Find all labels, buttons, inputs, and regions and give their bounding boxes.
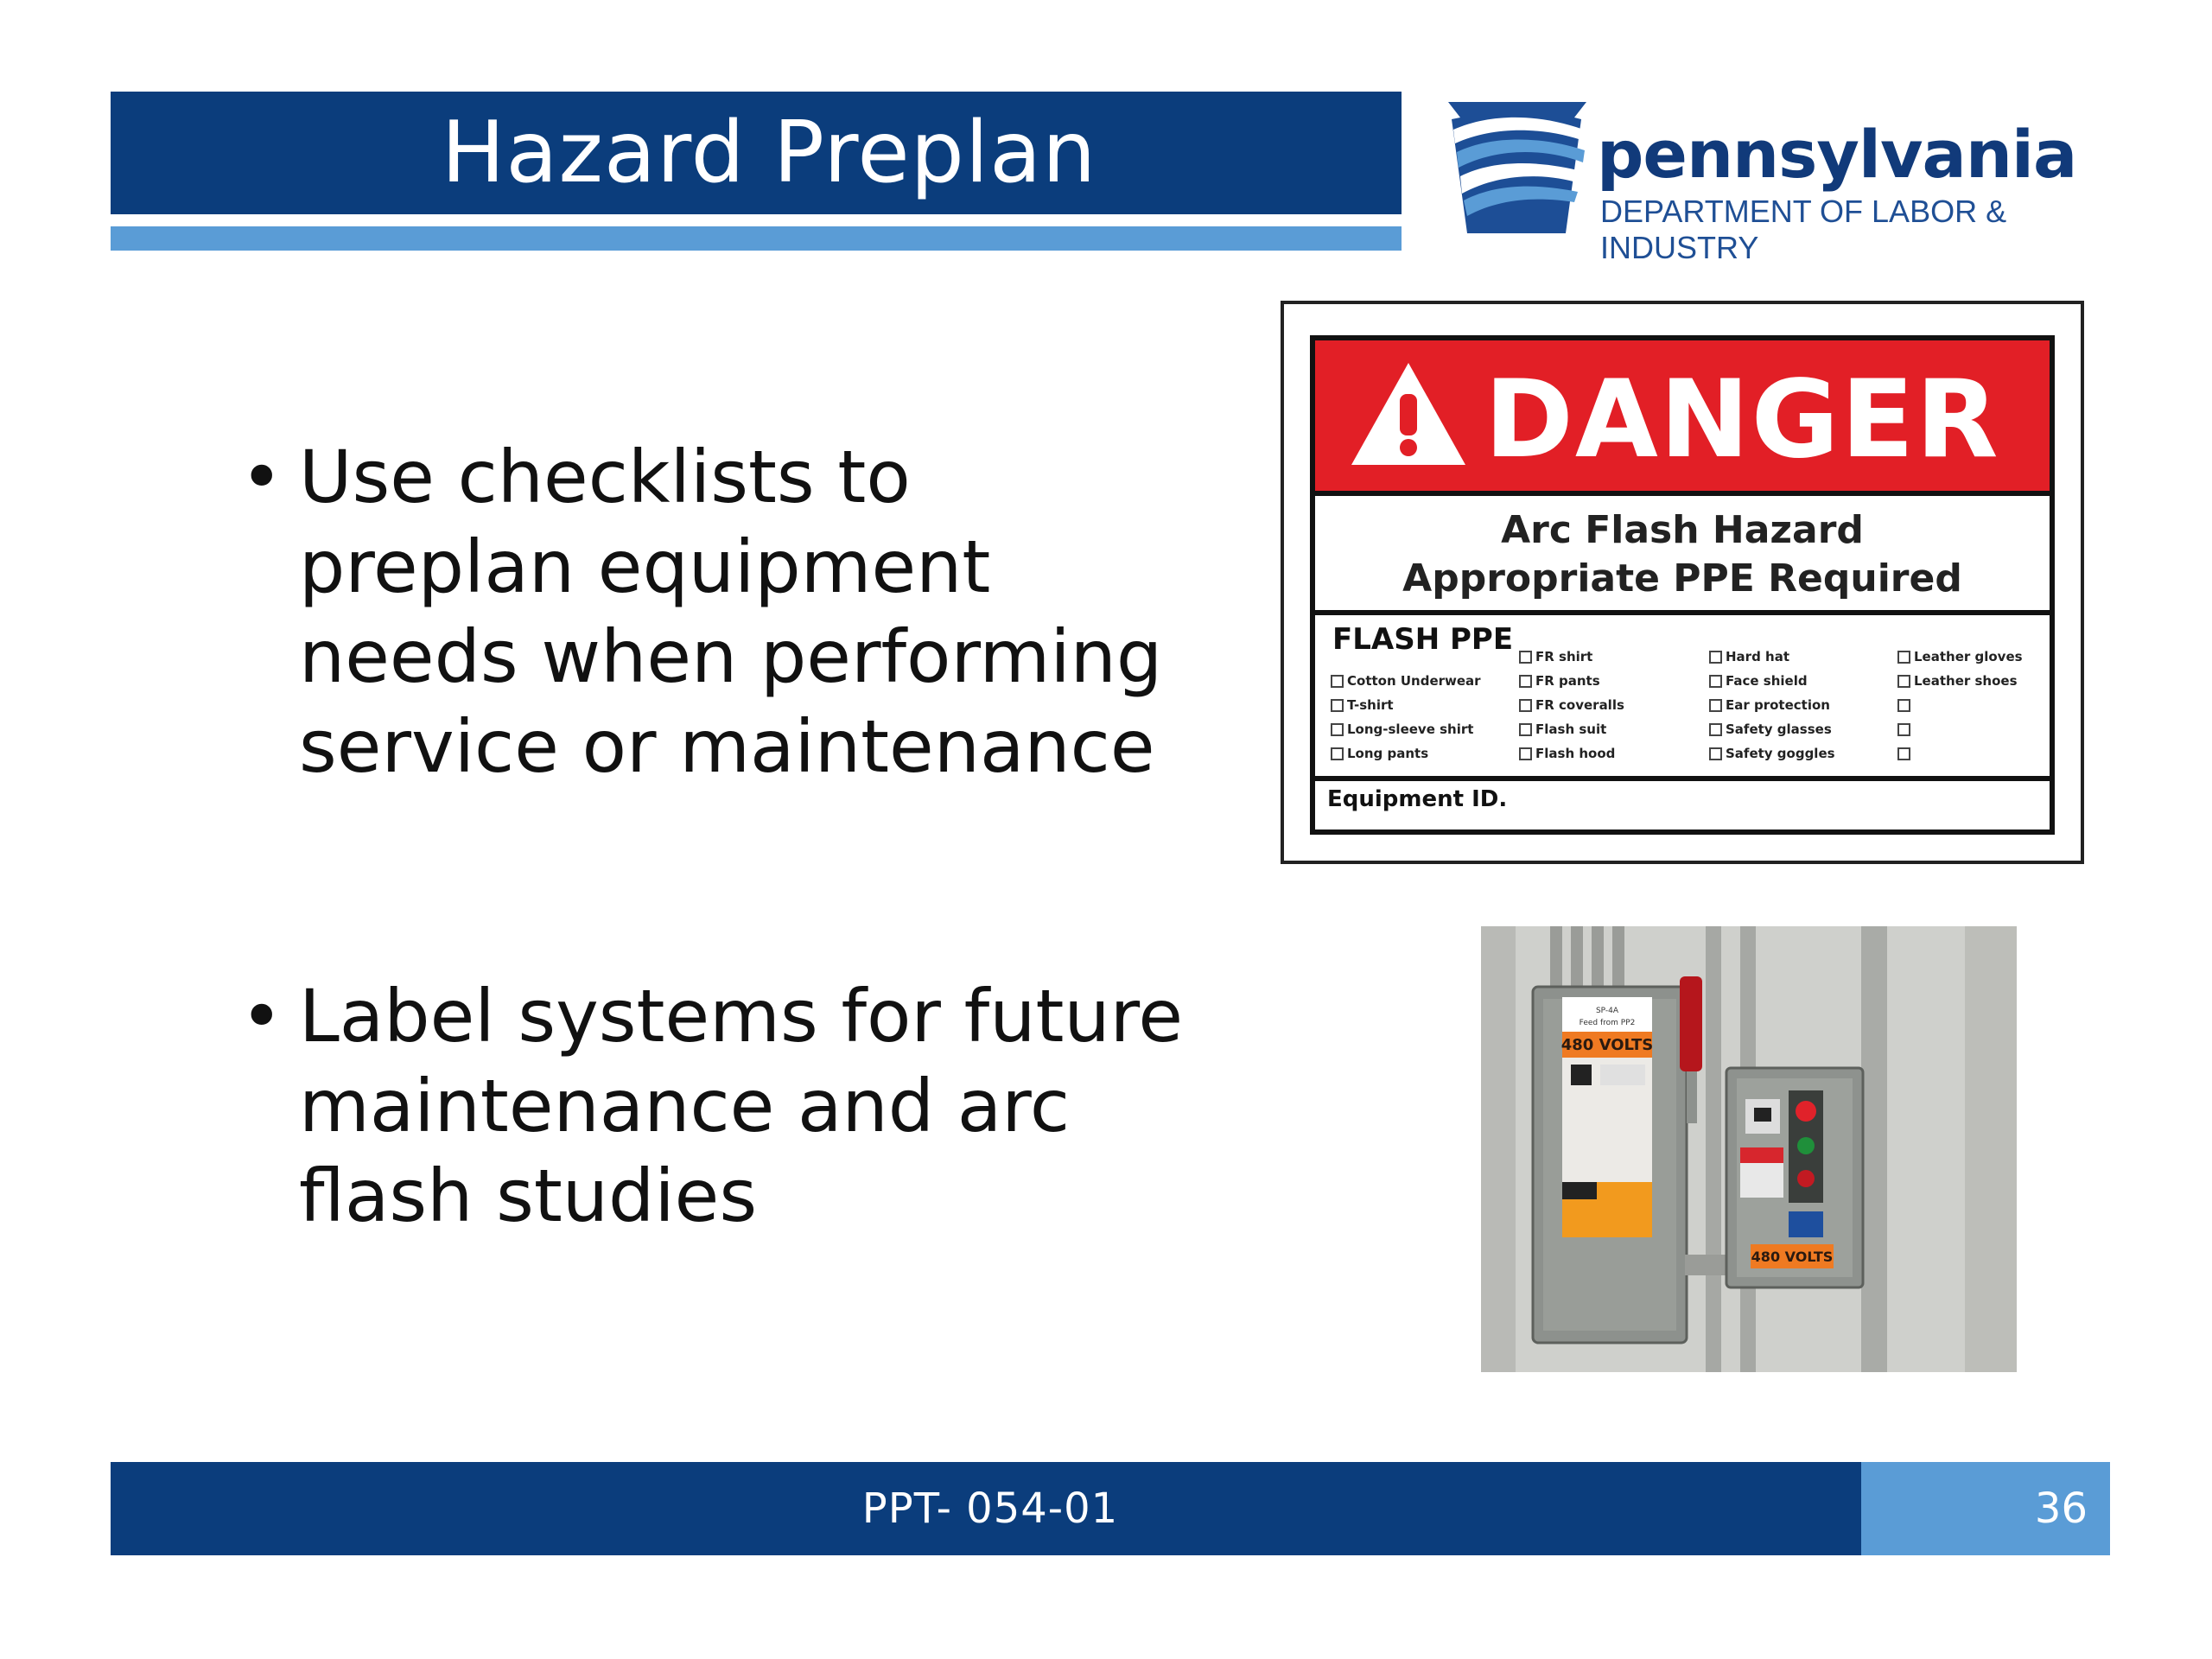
- left-panel-voltage-label: 480 VOLTS: [1560, 1036, 1654, 1054]
- hazard-text: [1315, 496, 2050, 615]
- ppe-item: [1897, 669, 2023, 693]
- ppe-item: [1519, 717, 1624, 741]
- ppe-label: FR coveralls: [1535, 697, 1624, 713]
- hazard-line-1: Arc Flash Hazard: [1501, 508, 1864, 552]
- ppe-item: [1897, 693, 2023, 717]
- pa-logo: [1445, 95, 2119, 265]
- checkbox-icon: [1519, 747, 1532, 760]
- danger-word: DANGER: [1484, 358, 2000, 482]
- checkbox-icon: [1519, 699, 1532, 712]
- ppe-item: [1897, 741, 2023, 766]
- ppe-column-2: [1519, 645, 1624, 766]
- ppe-label: Safety glasses: [1726, 721, 1832, 737]
- page-number: 36: [2034, 1484, 2088, 1533]
- checkbox-icon: [1519, 723, 1532, 736]
- ppe-label: Cotton Underwear: [1347, 673, 1481, 689]
- ppe-item: [1519, 741, 1624, 766]
- ppe-column-3: [1709, 645, 1835, 766]
- bullet-text: Label systems for future maintenance and arc flash studies: [299, 974, 1184, 1238]
- ppe-column-1: [1331, 669, 1481, 766]
- ppe-label: Hard hat: [1726, 649, 1790, 664]
- title-bar: [111, 92, 1402, 214]
- hazard-line-2: Appropriate PPE Required: [1402, 556, 1962, 601]
- bullet-item: [240, 971, 1191, 1241]
- ppe-item: [1897, 717, 2023, 741]
- ppe-label: Ear protection: [1726, 697, 1830, 713]
- checkbox-icon: [1709, 699, 1722, 712]
- ppe-checklist: [1315, 615, 2050, 781]
- checkbox-icon: [1331, 699, 1344, 712]
- ppe-item: [1519, 669, 1624, 693]
- ppe-label: Leather gloves: [1914, 649, 2023, 664]
- ppe-label: FR pants: [1535, 673, 1600, 689]
- ppe-title: FLASH PPE: [1332, 622, 1514, 657]
- danger-sign-image: [1281, 301, 2084, 864]
- page-number-box: [1861, 1462, 2110, 1555]
- checkbox-icon: [1897, 651, 1910, 664]
- ppe-label: Long pants: [1347, 746, 1429, 761]
- photo-small-label-2: Feed from PP2: [1579, 1019, 1636, 1027]
- ppe-column-4: [1897, 645, 2023, 766]
- checkbox-icon: [1519, 675, 1532, 688]
- checkbox-icon: [1709, 723, 1722, 736]
- bullet-dot: •: [240, 435, 283, 519]
- checkbox-icon: [1709, 675, 1722, 688]
- danger-sign-inner: [1310, 335, 2055, 835]
- checkbox-icon: [1331, 723, 1344, 736]
- checkbox-icon: [1897, 675, 1910, 688]
- photo-small-label-1: SP-4A: [1595, 1007, 1619, 1015]
- equipment-id-label: Equipment ID.: [1327, 786, 1508, 812]
- ppe-item: [1331, 717, 1481, 741]
- logo-department: DEPARTMENT OF LABOR & INDUSTRY: [1600, 194, 2007, 265]
- ppe-label: Face shield: [1726, 673, 1808, 689]
- ppe-item: [1519, 645, 1624, 669]
- checkbox-icon: [1897, 699, 1910, 712]
- ppe-label: Long-sleeve shirt: [1347, 721, 1474, 737]
- checkbox-icon: [1897, 723, 1910, 736]
- ppe-item: [1709, 741, 1835, 766]
- ppe-item: [1709, 693, 1835, 717]
- bullet-text: Use checklists to preplan equipment needs when performing service or maintenance: [299, 435, 1163, 789]
- ppe-item: [1709, 645, 1835, 669]
- ppe-item: [1331, 741, 1481, 766]
- ppe-item: [1331, 669, 1481, 693]
- checkbox-icon: [1331, 675, 1344, 688]
- checkbox-icon: [1709, 651, 1722, 664]
- footer-code: PPT- 054-01: [861, 1484, 1119, 1533]
- checkbox-icon: [1897, 747, 1910, 760]
- checkbox-icon: [1709, 747, 1722, 760]
- ppe-label: T-shirt: [1347, 697, 1394, 713]
- danger-header: [1315, 340, 2050, 496]
- keystone-logo-icon: [1445, 95, 1590, 240]
- slide-title: Hazard Preplan: [441, 104, 1097, 202]
- ppe-label: Leather shoes: [1914, 673, 2018, 689]
- ppe-label: FR shirt: [1535, 649, 1593, 664]
- ppe-label: Flash suit: [1535, 721, 1607, 737]
- ppe-item: [1897, 645, 2023, 669]
- ppe-label: Flash hood: [1535, 746, 1616, 761]
- checkbox-icon: [1331, 747, 1344, 760]
- ppe-item: [1331, 693, 1481, 717]
- checkbox-icon: [1519, 651, 1532, 664]
- electrical-panels-photo: [1481, 926, 2017, 1372]
- bullet-dot: •: [240, 974, 283, 1058]
- ppe-label: Safety goggles: [1726, 746, 1835, 761]
- bullet-item: [240, 432, 1191, 791]
- ppe-item: [1709, 717, 1835, 741]
- ppe-item: [1709, 669, 1835, 693]
- title-underline: [111, 226, 1402, 251]
- warning-triangle-icon: [1348, 359, 1469, 468]
- footer-bar: [111, 1462, 1861, 1555]
- bullet-list: [240, 432, 1191, 1241]
- ppe-item: [1519, 693, 1624, 717]
- logo-wordmark: pennsylvania: [1597, 116, 2077, 193]
- right-panel-voltage-label: 480 VOLTS: [1751, 1249, 1834, 1265]
